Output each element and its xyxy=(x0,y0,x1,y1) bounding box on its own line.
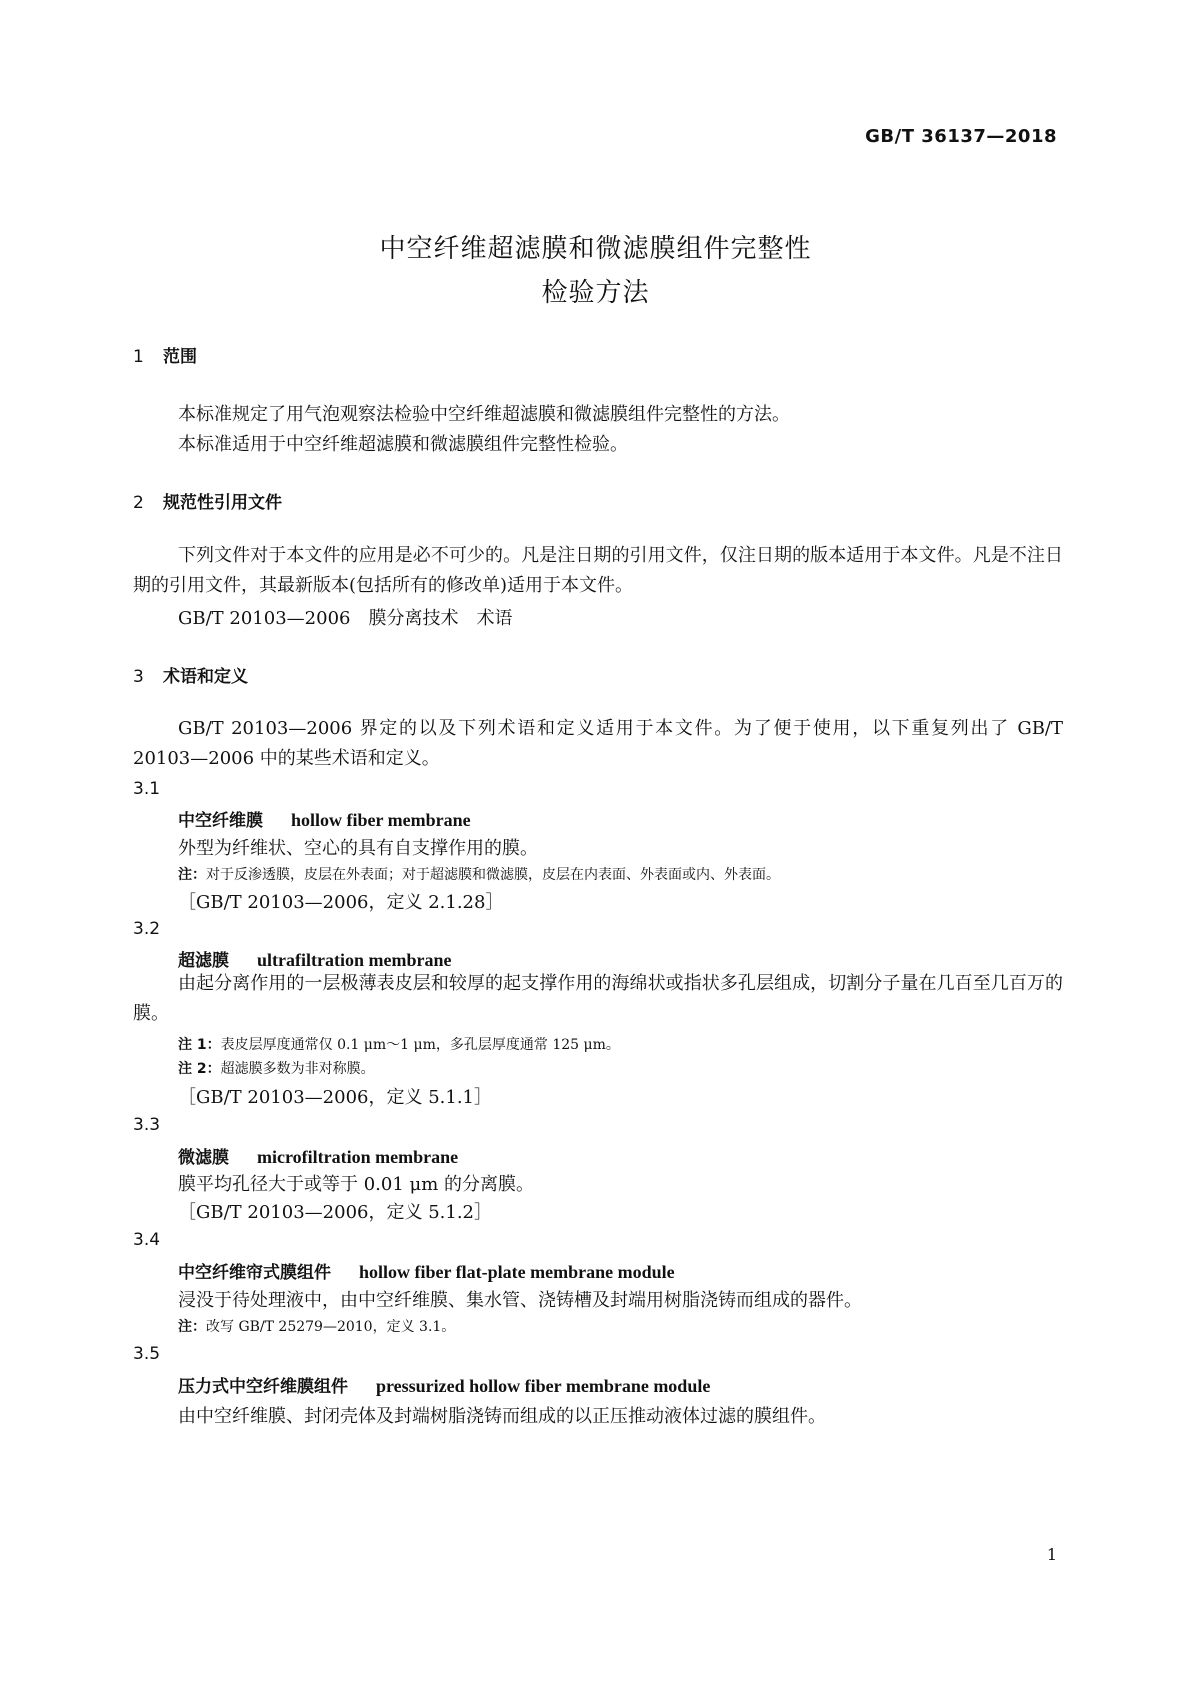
term-english: microfiltration membrane xyxy=(257,1147,459,1167)
term-heading xyxy=(178,1143,458,1168)
term-number: 3.3 xyxy=(133,1115,161,1135)
term-english: hollow fiber membrane xyxy=(291,810,471,830)
normative-reference: GB/T 20103—2006 膜分离技术 术语 xyxy=(178,608,513,629)
term-english: hollow fiber flat-plate membrane module xyxy=(359,1262,675,1282)
note-text: 表皮层厚度通常仅 0.1 μm～1 μm，多孔层厚度通常 125 μm。 xyxy=(220,1037,620,1053)
term-source: ［GB/T 20103—2006，定义 2.1.28］ xyxy=(178,892,504,913)
term-number: 3.4 xyxy=(133,1230,161,1250)
term-definition: 膜平均孔径大于或等于 0.01 μm 的分离膜。 xyxy=(178,1174,535,1195)
page-number: 1 xyxy=(1046,1545,1057,1564)
term-english: ultrafiltration membrane xyxy=(257,950,452,970)
standard-number: GB/T 36137—2018 xyxy=(865,126,1057,147)
section-2-heading xyxy=(133,488,282,513)
section-1-heading xyxy=(133,342,197,367)
term-note xyxy=(178,864,780,884)
section-title: 规范性引用文件 xyxy=(163,493,282,513)
section-2-paragraph: 下列文件对于本文件的应用是必不可少的。凡是注日期的引用文件，仅注日期的版本适用于本文件。凡是不注日期的引用文件，其最新版本(包括所有的修改单)适用于本文件。 xyxy=(133,545,1063,596)
section-title: 术语和定义 xyxy=(163,667,248,687)
term-number: 3.5 xyxy=(133,1344,161,1364)
term-source: ［GB/T 20103—2006，定义 5.1.2］ xyxy=(178,1202,492,1223)
term-heading xyxy=(178,806,471,831)
term-definition: 由起分离作用的一层极薄表皮层和较厚的起支撑作用的海绵状或指状多孔层组成，切割分子量在几百至几百万的膜。 xyxy=(133,973,1063,1024)
document-title-line-1: 中空纤维超滤膜和微滤膜组件完整性 xyxy=(379,234,812,264)
term-heading xyxy=(178,1372,710,1397)
term-number: 3.2 xyxy=(133,919,161,939)
note-label: 注 2： xyxy=(178,1061,221,1077)
section-title: 范围 xyxy=(163,347,197,367)
term-note xyxy=(178,1316,455,1336)
term-chinese: 压力式中空纤维膜组件 xyxy=(178,1377,348,1397)
section-3-paragraph: GB/T 20103—2006 界定的以及下列术语和定义适用于本文件。为了便于使用，以下重复列出了 GB/T 20103—2006 中的某些术语和定义。 xyxy=(133,718,1063,769)
section-3-heading xyxy=(133,662,248,687)
term-heading xyxy=(178,1258,675,1283)
term-note xyxy=(178,1058,375,1078)
term-definition: 浸没于待处理液中，由中空纤维膜、集水管、浇铸槽及封端用树脂浇铸而组成的器件。 xyxy=(178,1290,862,1311)
note-text: 超滤膜多数为非对称膜。 xyxy=(220,1061,375,1077)
term-definition: 外型为纤维状、空心的具有自支撑作用的膜。 xyxy=(178,838,538,859)
term-number: 3.1 xyxy=(133,779,161,799)
note-label: 注： xyxy=(178,1319,206,1335)
note-label: 注 1： xyxy=(178,1037,221,1053)
term-chinese: 中空纤维膜 xyxy=(178,811,263,831)
section-number: 2 xyxy=(133,493,144,513)
term-chinese: 微滤膜 xyxy=(178,1148,229,1168)
section-number: 3 xyxy=(133,667,144,687)
section-number: 1 xyxy=(133,347,144,367)
term-source: ［GB/T 20103—2006，定义 5.1.1］ xyxy=(178,1087,492,1108)
term-chinese: 超滤膜 xyxy=(178,951,229,971)
term-definition: 由中空纤维膜、封闭壳体及封端树脂浇铸而组成的以正压推动液体过滤的膜组件。 xyxy=(178,1406,826,1427)
term-note xyxy=(178,1034,620,1054)
term-chinese: 中空纤维帘式膜组件 xyxy=(178,1263,331,1283)
document-title-line-2: 检验方法 xyxy=(541,278,650,308)
term-heading xyxy=(178,946,451,971)
note-label: 注： xyxy=(178,867,206,883)
note-text: 改写 GB/T 25279—2010，定义 3.1。 xyxy=(206,1319,456,1335)
term-english: pressurized hollow fiber membrane module xyxy=(376,1376,711,1396)
section-1-paragraph-2: 本标准适用于中空纤维超滤膜和微滤膜组件完整性检验。 xyxy=(178,434,628,455)
section-1-paragraph-1: 本标准规定了用气泡观察法检验中空纤维超滤膜和微滤膜组件完整性的方法。 xyxy=(178,404,790,425)
note-text: 对于反渗透膜，皮层在外表面；对于超滤膜和微滤膜，皮层在内表面、外表面或内、外表面。 xyxy=(206,867,780,883)
